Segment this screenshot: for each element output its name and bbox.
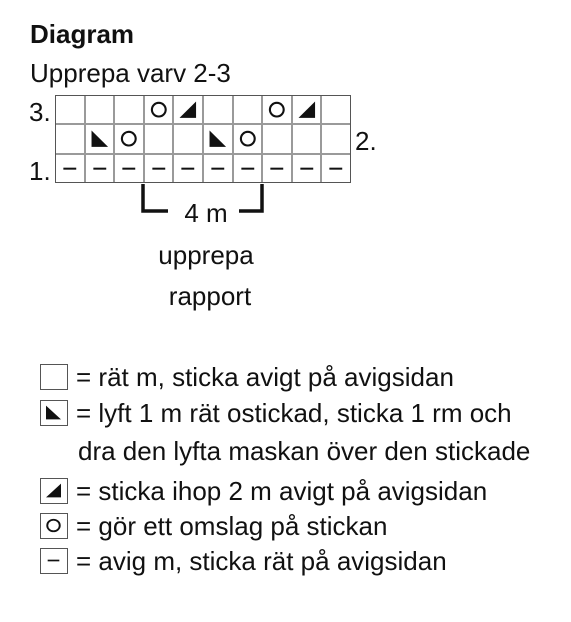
knit-stitch-icon [40, 364, 68, 390]
yarn-over-icon [40, 513, 68, 539]
row-label-2: 2. [355, 126, 377, 156]
slip-knit-pass-icon [40, 400, 68, 426]
legend-text: = lyft 1 m rät ostickad, sticka 1 rm och [76, 398, 512, 428]
legend-text: = sticka ihop 2 m avigt på avigsidan [76, 476, 488, 506]
purl-stitch-icon [40, 548, 68, 574]
repeat-label-line1: upprepa [158, 240, 254, 270]
repeat-label-line2: rapport [168, 281, 252, 311]
row-label-3: 3. [29, 97, 51, 127]
row-label-1: 1. [29, 156, 51, 186]
knit-two-together-icon [40, 478, 68, 504]
legend-text: = avig m, sticka rät på avigsidan [76, 546, 447, 576]
legend-text: = gör ett omslag på stickan [76, 511, 388, 541]
repeat-stitch-count: 4 m [184, 198, 228, 228]
legend-text-continued: dra den lyfta maskan över den stickade [78, 436, 531, 466]
diagram-subtitle: Upprepa varv 2-3 [30, 58, 231, 88]
legend-text: = rät m, sticka avigt på avigsidan [76, 362, 454, 392]
diagram-title: Diagram [30, 19, 135, 49]
